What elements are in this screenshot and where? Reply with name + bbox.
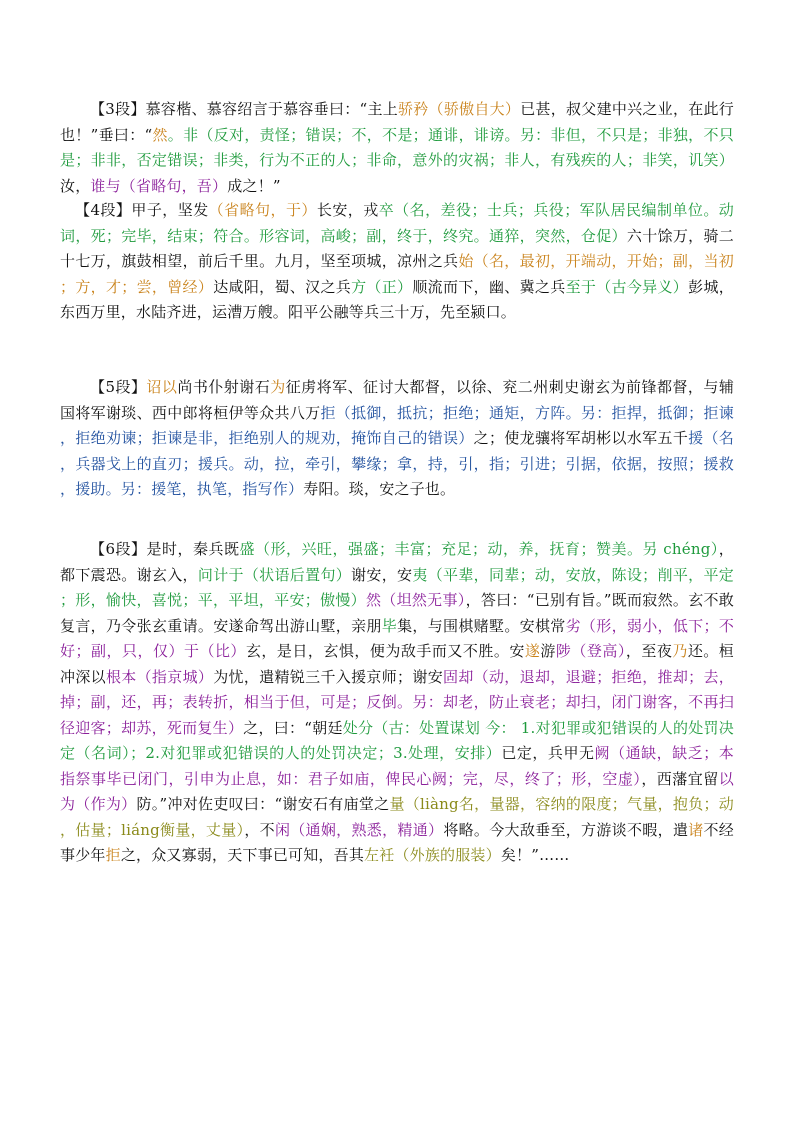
- text-segment: ，不: [244, 820, 275, 839]
- text-segment: 矣！”……: [500, 846, 570, 864]
- paragraph-5: [60, 375, 734, 503]
- text-segment: 游: [540, 642, 556, 660]
- paragraph-4: [60, 198, 734, 326]
- annotation-segment: 援（名，兵器戈上的直刃；援兵。动，拉，牵引，攀缘；拿，持，引，指；引进；引据，依据，按照；援救，援助。另：援笔，执笔，指写作）: [60, 429, 734, 498]
- annotation-segment: 毕: [381, 616, 398, 635]
- annotation-segment: 盛（形，兴旺，强盛；丰富；充足；动，养，抚育；赞美。另 chéng）: [239, 540, 719, 558]
- annotation-segment: 至于（古今异义）: [565, 277, 689, 296]
- text-segment: 谢安，安: [351, 565, 413, 584]
- annotation-segment: 陟（登高）: [555, 642, 626, 660]
- annotation-segment: 。非（反对，责怪；错误；不，不是；通诽，诽谤。另：非但，不只是；非独，不只是；非非，否定错误；非类，行为不正的人；非命，意外的灾祸；非人，有残疾的人；非笑，讥笑）: [60, 125, 734, 169]
- text-segment: 不经事少年: [60, 820, 735, 864]
- annotation-segment: 拒（抵御，抵抗；拒绝；通矩，方阵。另：拒捍，抵御；拒谏，拒绝劝谏；拒谏是非，拒绝别人的规劝，掩饰自己的错误）: [60, 403, 734, 447]
- text-segment: 征虏将军、征讨大都督，以徐、兖二州刺史谢玄为前锋都督，与辅国将军谢琰、西中郎将桓伊等众共八万: [60, 378, 735, 422]
- text-segment: 达咸阳，蜀、汉之兵: [213, 277, 352, 296]
- annotation-segment: （省略句，于）: [208, 201, 317, 219]
- paragraph-6: [60, 537, 734, 869]
- paragraph-3: [60, 97, 734, 199]
- text-segment: 【4段】甲子，坚发: [75, 201, 209, 219]
- text-segment: 还。桓冲深以: [60, 642, 735, 686]
- text-segment: 六十馀万，骑二十七万，旗鼓相望，前后千里。九月，坚至项城，凉州之兵: [60, 226, 734, 270]
- annotation-segment: 量（liàng名，量器，容纳的限度；气量，抱负；动，估量；liáng衡量，丈量）: [60, 795, 734, 839]
- annotation-segment: 诏以: [146, 378, 178, 396]
- text-segment: 寿阳。琰，安之子也。: [303, 480, 456, 498]
- annotation-segment: 方（正）: [351, 277, 413, 296]
- text-segment: 将略。今大敌垂至，方游谈不暇，遣: [443, 820, 689, 839]
- annotation-segment: 卒（名，差役；士兵；兵役；军队居民编制单位。动词，死；完毕，结束；符合。形容词，高峻；副，终于，终究。通猝，突然，仓促）: [60, 201, 734, 245]
- annotation-segment: 阙（通缺，缺乏；本指祭事毕已闭门，引申为止息，如：君子如庙，俾民心阙；完，尽，终了；形，空虚）: [60, 744, 734, 788]
- text-segment: 顺流而下，幽、冀之兵: [412, 277, 566, 296]
- text-segment: 之，曰：“朝廷: [243, 718, 343, 737]
- text-segment: ，至夜: [625, 642, 673, 660]
- annotation-segment: 诸: [688, 820, 704, 839]
- text-segment: 【3段】慕容楷、慕容绍言于慕容垂曰：“主上: [90, 100, 398, 118]
- text-segment: 成之！”: [227, 176, 281, 195]
- text-segment: 集，与围棋赌墅。安棋常: [397, 616, 566, 635]
- text-segment: 为忧，遣精锐三千入援京师；谢安: [213, 667, 444, 686]
- annotation-segment: 根本（指京城）: [105, 667, 214, 686]
- text-segment: ，都下震恐。谢玄入，: [60, 540, 734, 584]
- text-segment: 【5段】: [90, 378, 147, 396]
- annotation-segment: 为: [270, 378, 286, 396]
- text-segment: 尚书仆射谢石: [177, 378, 271, 396]
- annotation-segment: 然: [152, 125, 168, 144]
- annotation-segment: 问计于（状语后置句）: [197, 565, 352, 584]
- text-segment: 彭城，东西万里，水陆齐进，运漕万艘。阳平公融等兵三十万，先至颍口。: [60, 277, 734, 321]
- annotation-segment: 谁与（省略句，吾）: [90, 176, 228, 195]
- text-segment: 之，众又寡弱，天下事已可知，吾其: [120, 846, 365, 864]
- annotation-segment: 处分（古：处置谋划 今： 1.对犯罪或犯错误的人的处罚决定（名词）；2.对犯罪或犯错误的人的处罚决定；3.处理，安排）: [60, 718, 734, 762]
- annotation-segment: 固却（动，退却，退避；拒绝，推却；去，掉；副，还，再；表转折，相当于但，可是；反倒。另：却老，防止衰老；却扫，闭门谢客，不再扫径迎客；却苏，死而复生）: [60, 667, 734, 737]
- text-segment: 已甚，叔父建中兴之业，在此行也！”垂曰：“: [60, 100, 734, 144]
- text-segment: 汝，: [60, 176, 91, 195]
- annotation-segment: 始（名，最初，开端动，开始；副，当初；方，才；尝，曾经）: [60, 252, 734, 296]
- text-segment: 防。”冲对佐吏叹曰：“谢安石有庙堂之: [136, 795, 390, 813]
- text-segment: 已定，兵甲无: [501, 744, 595, 762]
- text-segment: 长安，戎: [316, 201, 379, 219]
- annotation-segment: 左衽（外族的服装）: [364, 846, 501, 864]
- text-segment: 玄，是日，玄惧，便为敌手而又不胜。安: [245, 642, 525, 660]
- annotation-segment: 然（坦然无事）: [365, 591, 466, 609]
- annotation-segment: 以为（作为）: [60, 769, 734, 813]
- text-segment: 之；使龙骧将军胡彬以水军五千: [473, 429, 689, 447]
- annotation-segment: 乃: [672, 642, 688, 660]
- annotation-segment: 骄矜（骄傲自大）: [398, 100, 521, 118]
- annotation-segment: 夷（平辈，同辈；动，安放，陈设；削平，平定；形，愉快，喜悦；平，平坦，平安；傲慢）: [60, 565, 734, 609]
- text-segment: ，西藩宜留: [641, 769, 719, 788]
- text-segment: 【6段】是时，秦兵既: [90, 540, 240, 558]
- annotation-segment: 闲（通娴，熟悉，精通）: [274, 820, 444, 839]
- annotation-segment: 劣（形，弱小，低下；不好；副，只，仅）于（比）: [60, 616, 735, 660]
- text-segment: ，答曰：“已别有旨。”既而寂然。玄不敢复言，乃令张玄重请。安遂命驾出游山墅，亲朋: [60, 591, 734, 635]
- annotation-segment: 拒: [105, 846, 121, 864]
- annotation-segment: 遂: [524, 642, 541, 660]
